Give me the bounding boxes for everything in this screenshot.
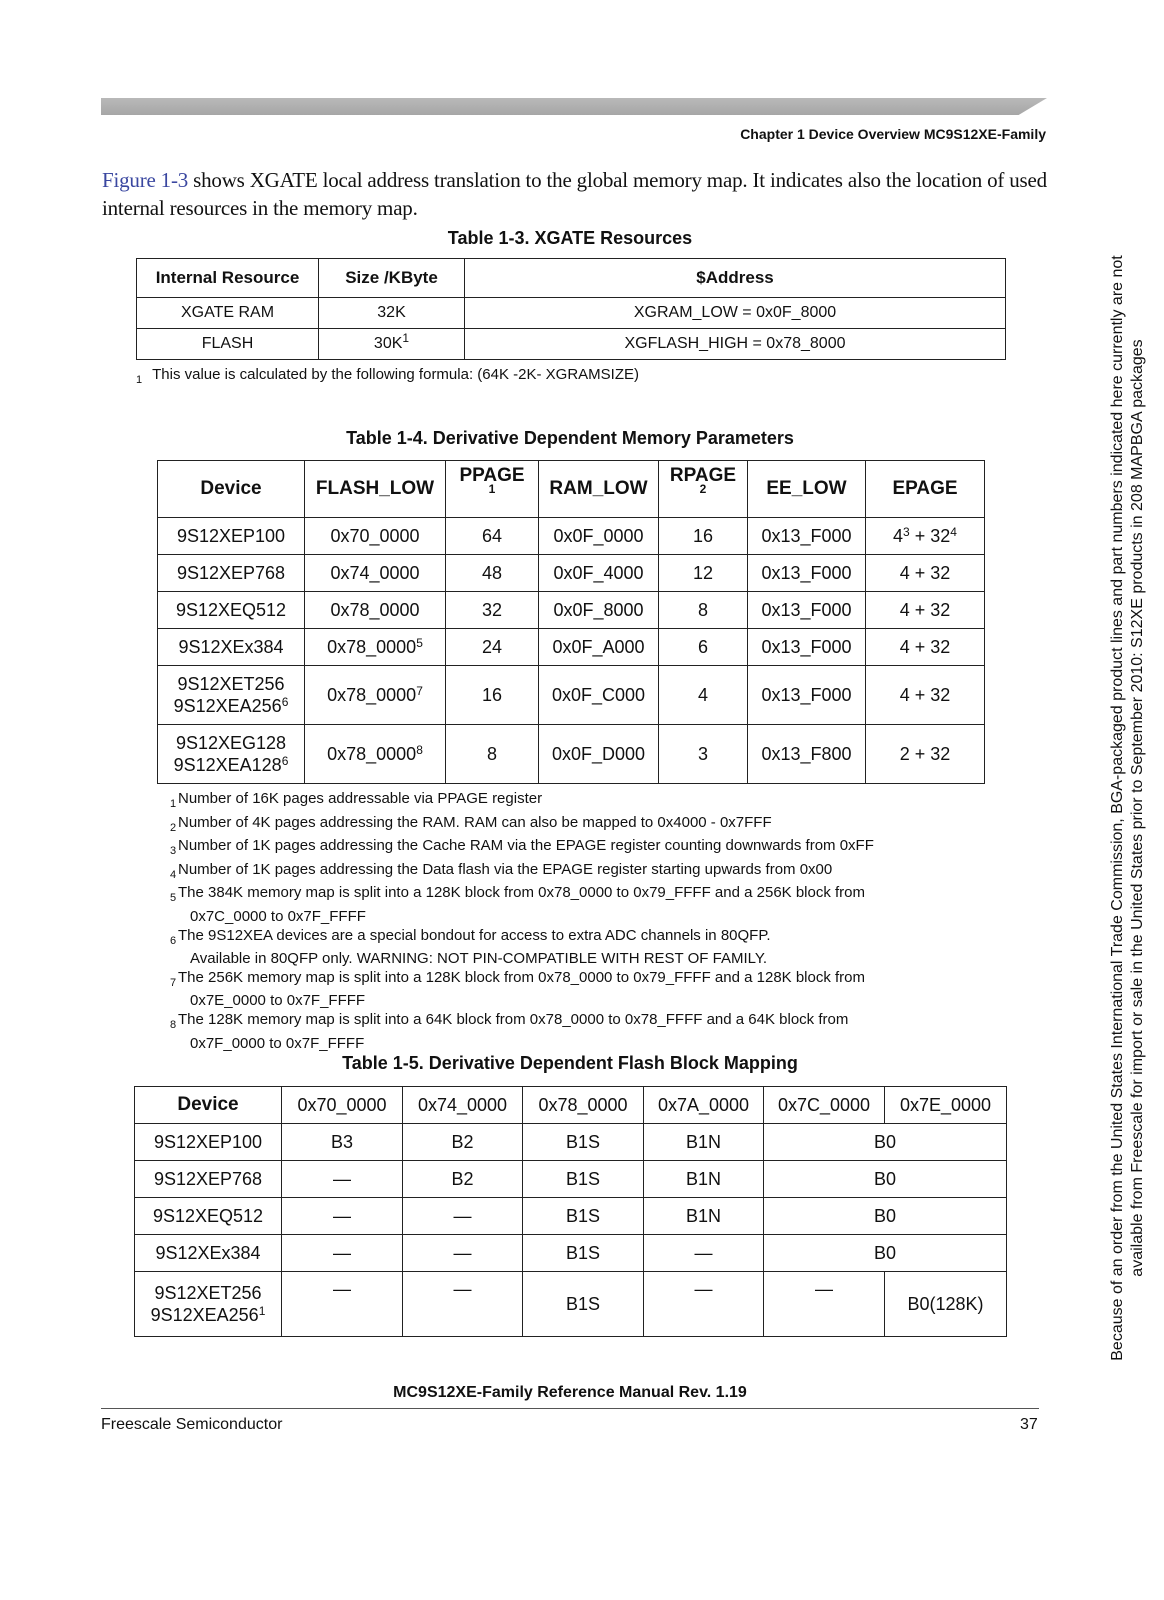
- table-cell: 0x0F_A000: [539, 629, 659, 666]
- footnote-ref: 1: [488, 481, 496, 496]
- cell-text: 9S12XET256: [177, 674, 285, 694]
- table-cell: 4 + 32: [866, 592, 985, 629]
- footnote-text: 0x7F_0000 to 0x7F_FFFF: [190, 1034, 365, 1052]
- col-header: 0x7A_0000: [644, 1087, 764, 1124]
- table-cell: 0x13_F000: [748, 518, 866, 555]
- footnote-text: The 384K memory map is split into a 128K block from 0x78_0000 to 0x79_FFFF and a 256K block from: [178, 884, 866, 902]
- device-cell: 9S12XEP100: [158, 518, 305, 555]
- footnote-number: 1: [136, 374, 143, 386]
- table-cell: 0x70_0000: [305, 518, 446, 555]
- footnote-text: Number of 1K pages addressing the Cache RAM via the EPAGE register counting downwards from 0xFF: [178, 837, 874, 855]
- table4-caption: Table 1-4. Derivative Dependent Memory Parameters: [346, 428, 794, 448]
- table-cell: 8: [659, 592, 748, 629]
- footnote-ref: 7: [416, 684, 423, 698]
- col-header: Device: [135, 1087, 282, 1124]
- table-cell: 24: [446, 629, 539, 666]
- table-cell: B0: [764, 1235, 1007, 1272]
- footnote: [170, 884, 990, 926]
- table-row: [158, 725, 985, 784]
- table-cell: XGFLASH_HIGH = 0x78_8000: [465, 329, 1006, 360]
- table-cell: 3: [659, 725, 748, 784]
- col-header: 0x7E_0000: [885, 1087, 1007, 1124]
- col-header: 0x7C_0000: [764, 1087, 885, 1124]
- table-header-row: [137, 259, 1006, 298]
- table-cell: —: [403, 1198, 523, 1235]
- table-cell: B0: [764, 1198, 1007, 1235]
- footnote-ref: 1: [258, 1304, 266, 1318]
- cell-text: 0x78_0000: [327, 744, 417, 764]
- footnote-ref: 6: [281, 695, 289, 709]
- table-cell: 0x78_0000: [305, 592, 446, 629]
- footnote-ref: 6: [281, 754, 289, 768]
- epage-cell: [866, 518, 985, 555]
- device-cell: 9S12XEx384: [135, 1235, 282, 1272]
- footnote-number: 6: [170, 934, 177, 947]
- col-header: FLASH_LOW: [305, 461, 446, 518]
- table-row: [158, 518, 985, 555]
- table-row: [135, 1198, 1007, 1235]
- table-cell: B1S: [523, 1198, 644, 1235]
- table-cell: [305, 629, 446, 666]
- col-header: Size /KByte: [319, 259, 465, 298]
- table-cell: 0x0F_4000: [539, 555, 659, 592]
- table-cell: XGATE RAM: [137, 298, 319, 329]
- footnote: [170, 969, 990, 1011]
- table-row: [137, 298, 1006, 329]
- table-cell: B1N: [644, 1161, 764, 1198]
- table-row: [135, 1161, 1007, 1198]
- footnote-number: 5: [170, 892, 177, 905]
- table-cell: 2 + 32: [866, 725, 985, 784]
- figure-link[interactable]: Figure 1-3: [102, 168, 189, 192]
- cell-text: + 32: [909, 526, 951, 546]
- table-row: [137, 329, 1006, 360]
- table-cell: —: [282, 1272, 403, 1337]
- table-row: [135, 1272, 1007, 1337]
- table-cell: 4: [659, 666, 748, 725]
- table-row: [135, 1235, 1007, 1272]
- header-text: PPAGE: [459, 464, 525, 486]
- flash-block-mapping-table: [134, 1086, 1007, 1337]
- table-cell: B2: [403, 1124, 523, 1161]
- table-cell: B1S: [523, 1272, 644, 1337]
- footnote-number: 3: [170, 845, 177, 858]
- table-row: [158, 555, 985, 592]
- footnote-text: The 128K memory map is split into a 64K block from 0x78_0000 to 0x78_FFFF and a 64K block from: [178, 1010, 849, 1028]
- manual-title: MC9S12XE-Family Reference Manual Rev. 1.19: [393, 1384, 747, 1401]
- col-header: 0x74_0000: [403, 1087, 523, 1124]
- table-cell: —: [403, 1272, 523, 1337]
- device-cell: [135, 1272, 282, 1337]
- table-cell: 0x0F_D000: [539, 725, 659, 784]
- table-cell: 16: [446, 666, 539, 725]
- table-cell: B3: [282, 1124, 403, 1161]
- table-cell: 4 + 32: [866, 666, 985, 725]
- cell-text: 0x78_0000: [327, 685, 417, 705]
- table-cell: 0x0F_8000: [539, 592, 659, 629]
- header-text: RPAGE: [669, 464, 737, 486]
- table5-caption: Table 1-5. Derivative Dependent Flash Block Mapping: [342, 1053, 798, 1073]
- table-cell: B0: [764, 1124, 1007, 1161]
- cell-text: 9S12XEA128: [173, 755, 282, 775]
- cell-text: 9S12XEA256: [150, 1305, 259, 1325]
- table-cell: 4 + 32: [866, 555, 985, 592]
- col-header: EE_LOW: [748, 461, 866, 518]
- table-cell: 0x0F_0000: [539, 518, 659, 555]
- table-cell: 0x13_F800: [748, 725, 866, 784]
- device-cell: 9S12XEQ512: [158, 592, 305, 629]
- table-cell: 64: [446, 518, 539, 555]
- intro-paragraph: [102, 166, 1060, 222]
- table-cell: B1S: [523, 1161, 644, 1198]
- table-cell: B1S: [523, 1235, 644, 1272]
- table-cell: —: [403, 1235, 523, 1272]
- footnote-number: 2: [170, 821, 177, 834]
- col-header-rpage: [659, 461, 748, 518]
- col-header: 0x70_0000: [282, 1087, 403, 1124]
- memory-parameters-table: [157, 460, 985, 784]
- table-cell: 0x0F_C000: [539, 666, 659, 725]
- table-cell: 32K: [319, 298, 465, 329]
- table-cell: 0x13_F000: [748, 555, 866, 592]
- table3-footnote: [136, 366, 639, 386]
- footer-divider: [101, 1408, 1039, 1409]
- table-cell: [319, 329, 465, 360]
- footnote-ref: 5: [416, 636, 423, 650]
- col-header-ppage: [446, 461, 539, 518]
- footnote-text: The 256K memory map is split into a 128K block from 0x78_0000 to 0x79_FFFF and a 128K block from: [178, 968, 866, 986]
- device-cell: 9S12XEP100: [135, 1124, 282, 1161]
- table-cell: 48: [446, 555, 539, 592]
- footnote-ref: 8: [416, 743, 423, 757]
- table-cell: B1N: [644, 1198, 764, 1235]
- footnote-text: 0x7E_0000 to 0x7F_FFFF: [190, 992, 366, 1010]
- footnote-ref: 3: [903, 525, 910, 539]
- table-cell: B2: [403, 1161, 523, 1198]
- footnote-text: Available in 80QFP only. WARNING: NOT PIN-COMPATIBLE WITH REST OF FAMILY.: [190, 950, 768, 968]
- footnote: [170, 1011, 990, 1053]
- footnote-number: 4: [170, 868, 177, 881]
- cell-text: 30K: [373, 335, 403, 352]
- side-notice-line: available from Freescale for import or sale in the United States prior to September 2010: S12XE products in 208 MAPBGA packages: [1129, 339, 1146, 1277]
- footnote-text: This value is calculated by the following formula: (64K -2K- XGRAMSIZE): [152, 366, 639, 383]
- company-name: Freescale Semiconductor: [101, 1416, 283, 1433]
- col-header: RAM_LOW: [539, 461, 659, 518]
- table-cell: 0x13_F000: [748, 592, 866, 629]
- table-row: [158, 592, 985, 629]
- footnote-text: Number of 16K pages addressable via PPAGE register: [178, 790, 543, 807]
- table-cell: B0: [764, 1161, 1007, 1198]
- table-cell: 4 + 32: [866, 629, 985, 666]
- table-header-row: [158, 461, 985, 518]
- side-notice-line: Because of an order from the United States International Trade Commission, BGA-packaged product lines and part numbers indicated here currently are not: [1109, 255, 1126, 1361]
- footnote-ref: 4: [950, 525, 957, 539]
- table-cell: 6: [659, 629, 748, 666]
- footnote: [170, 837, 990, 861]
- col-header: Device: [158, 461, 305, 518]
- intro-text: shows XGATE local address translation to the global memory map. It indicates also the location of used internal resources in the memory map.: [102, 168, 1047, 220]
- table-row: [135, 1124, 1007, 1161]
- table4-footnotes: [170, 790, 990, 1053]
- table-cell: —: [282, 1235, 403, 1272]
- footnote-number: 7: [170, 976, 177, 989]
- table-cell: —: [644, 1235, 764, 1272]
- table-cell: XGRAM_LOW = 0x0F_8000: [465, 298, 1006, 329]
- col-header: 0x78_0000: [523, 1087, 644, 1124]
- footnote-number: 1: [170, 798, 177, 810]
- footnote-text: Number of 1K pages addressing the Data flash via the EPAGE register starting upwards from 0x00: [178, 860, 833, 878]
- cell-text: 0x78_0000: [327, 637, 417, 657]
- cell-text: 9S12XEG128: [175, 733, 287, 753]
- col-header: $Address: [465, 259, 1006, 298]
- device-cell: 9S12XEx384: [158, 629, 305, 666]
- table-cell: 12: [659, 555, 748, 592]
- footnote-text: The 9S12XEA devices are a special bondout for access to extra ADC channels in 80QFP.: [178, 926, 771, 944]
- table-header-row: [135, 1087, 1007, 1124]
- xgate-resources-table: [136, 258, 1006, 360]
- table-cell: —: [282, 1161, 403, 1198]
- table-cell: B1N: [644, 1124, 764, 1161]
- table-cell: 16: [659, 518, 748, 555]
- table-cell: 0x13_F000: [748, 629, 866, 666]
- table-cell: [305, 725, 446, 784]
- page-number: 37: [1020, 1416, 1038, 1433]
- side-notice: [1108, 223, 1148, 1393]
- table-cell: B0(128K): [885, 1272, 1007, 1337]
- device-cell: 9S12XEP768: [135, 1161, 282, 1198]
- chapter-header: Chapter 1 Device Overview MC9S12XE-Family: [740, 126, 1046, 142]
- table-cell: —: [644, 1272, 764, 1337]
- device-cell: [158, 666, 305, 725]
- footnote-number: 8: [170, 1018, 177, 1031]
- footnote-ref: 1: [402, 331, 410, 345]
- device-cell: 9S12XEQ512: [135, 1198, 282, 1235]
- col-header: EPAGE: [866, 461, 985, 518]
- footnote: [170, 790, 990, 814]
- table-row: [158, 666, 985, 725]
- footnote-ref: 2: [699, 481, 707, 496]
- table-cell: 8: [446, 725, 539, 784]
- footnote: [170, 814, 990, 838]
- cell-text: 4: [893, 526, 904, 546]
- table-cell: —: [282, 1198, 403, 1235]
- table-row: [158, 629, 985, 666]
- table-cell: 0x13_F000: [748, 666, 866, 725]
- cell-text: 9S12XEA256: [173, 696, 282, 716]
- table-cell: B1S: [523, 1124, 644, 1161]
- device-cell: 9S12XEP768: [158, 555, 305, 592]
- table-cell: 32: [446, 592, 539, 629]
- footnote-text: 0x7C_0000 to 0x7F_FFFF: [190, 907, 366, 925]
- footnote: [170, 927, 990, 969]
- table-cell: 0x74_0000: [305, 555, 446, 592]
- header-bar: [101, 98, 1047, 115]
- table-cell: [305, 666, 446, 725]
- footnote: [170, 861, 990, 885]
- col-header: Internal Resource: [137, 259, 319, 298]
- table3-caption: Table 1-3. XGATE Resources: [447, 228, 693, 248]
- table-cell: FLASH: [137, 329, 319, 360]
- table-cell: —: [764, 1272, 885, 1337]
- cell-text: 9S12XET256: [154, 1283, 262, 1303]
- footnote-text: Number of 4K pages addressing the RAM. RAM can also be mapped to 0x4000 - 0x7FFF: [178, 813, 772, 831]
- device-cell: [158, 725, 305, 784]
